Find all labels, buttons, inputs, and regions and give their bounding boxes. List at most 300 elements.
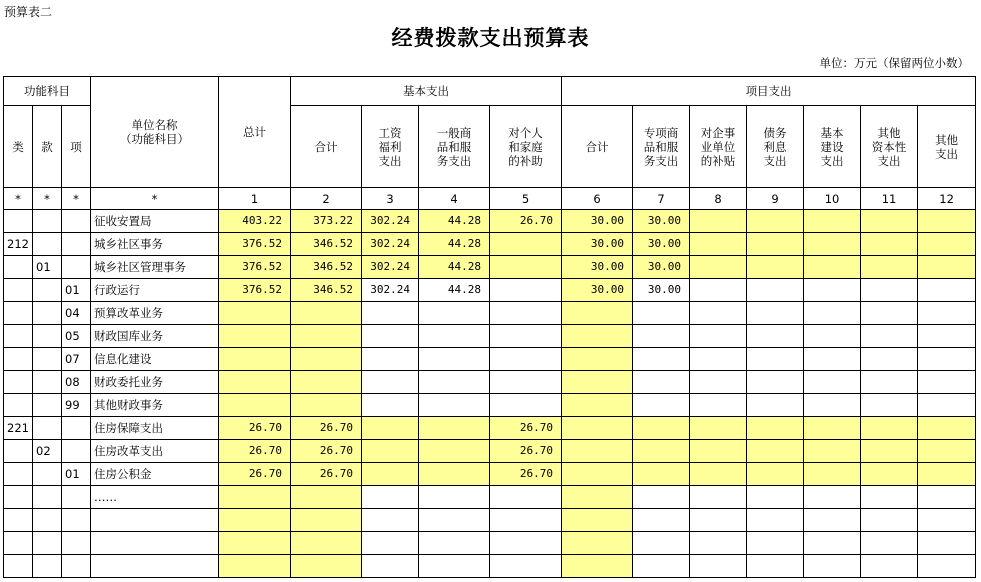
amount-cell bbox=[747, 417, 804, 440]
amount-cell bbox=[861, 532, 918, 555]
amount-cell bbox=[804, 463, 861, 486]
code-xiang: 05 bbox=[62, 325, 91, 348]
amount-cell bbox=[219, 555, 291, 578]
amount-cell bbox=[219, 509, 291, 532]
amount-cell bbox=[747, 394, 804, 417]
amount-cell: 26.70 bbox=[490, 463, 562, 486]
amount-cell bbox=[690, 302, 747, 325]
code-xiang bbox=[62, 417, 91, 440]
header-project-total: 合计 bbox=[562, 106, 633, 188]
amount-cell bbox=[362, 371, 419, 394]
index-cell: 4 bbox=[419, 188, 490, 210]
index-cell: 3 bbox=[362, 188, 419, 210]
amount-cell bbox=[918, 509, 976, 532]
code-lei bbox=[4, 440, 33, 463]
code-xiang: 01 bbox=[62, 463, 91, 486]
amount-cell bbox=[861, 509, 918, 532]
amount-cell bbox=[861, 325, 918, 348]
code-kuan bbox=[33, 486, 62, 509]
header-debt: 债务 利息 支出 bbox=[747, 106, 804, 188]
amount-cell bbox=[690, 555, 747, 578]
table-row bbox=[4, 371, 976, 394]
amount-cell bbox=[747, 486, 804, 509]
header-total: 总计 bbox=[219, 77, 291, 188]
code-xiang bbox=[62, 210, 91, 233]
table-row bbox=[4, 463, 976, 486]
code-kuan bbox=[33, 233, 62, 256]
code-xiang bbox=[62, 555, 91, 578]
code-kuan bbox=[33, 371, 62, 394]
header-goods: 一般商 品和服 务支出 bbox=[419, 106, 490, 188]
amount-cell bbox=[861, 348, 918, 371]
amount-cell bbox=[690, 371, 747, 394]
amount-cell bbox=[804, 279, 861, 302]
amount-cell bbox=[490, 555, 562, 578]
code-lei: 221 bbox=[4, 417, 33, 440]
amount-cell: 30.00 bbox=[633, 210, 690, 233]
table-row bbox=[4, 325, 976, 348]
header-xiang: 项 bbox=[62, 106, 91, 188]
amount-cell bbox=[918, 302, 976, 325]
amount-cell bbox=[804, 555, 861, 578]
amount-cell bbox=[219, 394, 291, 417]
header-lei: 类 bbox=[4, 106, 33, 188]
amount-cell bbox=[690, 256, 747, 279]
amount-cell bbox=[690, 463, 747, 486]
amount-cell bbox=[690, 325, 747, 348]
amount-cell bbox=[861, 555, 918, 578]
subject-name: 征收安置局 bbox=[91, 210, 219, 233]
amount-cell bbox=[804, 440, 861, 463]
amount-cell bbox=[291, 394, 362, 417]
amount-cell bbox=[362, 302, 419, 325]
amount-cell bbox=[562, 394, 633, 417]
amount-cell bbox=[562, 348, 633, 371]
code-xiang: 04 bbox=[62, 302, 91, 325]
amount-cell bbox=[291, 371, 362, 394]
amount-cell: 30.00 bbox=[633, 256, 690, 279]
table-row bbox=[4, 440, 976, 463]
amount-cell: 26.70 bbox=[291, 417, 362, 440]
amount-cell bbox=[747, 279, 804, 302]
amount-cell bbox=[861, 210, 918, 233]
header-unit-name: 单位名称 （功能科目） bbox=[91, 77, 219, 188]
amount-cell bbox=[562, 371, 633, 394]
code-lei bbox=[4, 555, 33, 578]
amount-cell bbox=[490, 325, 562, 348]
code-lei bbox=[4, 509, 33, 532]
table-row bbox=[4, 394, 976, 417]
amount-cell: 44.28 bbox=[419, 210, 490, 233]
table-row bbox=[4, 555, 976, 578]
code-lei: 212 bbox=[4, 233, 33, 256]
index-cell: 2 bbox=[291, 188, 362, 210]
amount-cell bbox=[747, 210, 804, 233]
amount-cell: 44.28 bbox=[419, 279, 490, 302]
code-kuan: 01 bbox=[33, 256, 62, 279]
unit-note: 单位：万元（保留两位小数） bbox=[819, 56, 969, 70]
index-cell: * bbox=[62, 188, 91, 210]
amount-cell bbox=[918, 233, 976, 256]
amount-cell bbox=[633, 417, 690, 440]
amount-cell bbox=[861, 371, 918, 394]
amount-cell bbox=[690, 532, 747, 555]
amount-cell bbox=[219, 302, 291, 325]
index-cell: 9 bbox=[747, 188, 804, 210]
amount-cell bbox=[562, 302, 633, 325]
subject-name: 预算改革业务 bbox=[91, 302, 219, 325]
amount-cell bbox=[861, 302, 918, 325]
amount-cell bbox=[747, 302, 804, 325]
amount-cell bbox=[918, 279, 976, 302]
amount-cell bbox=[490, 302, 562, 325]
table-row bbox=[4, 348, 976, 371]
amount-cell bbox=[219, 325, 291, 348]
table-row bbox=[4, 417, 976, 440]
amount-cell bbox=[291, 348, 362, 371]
amount-cell bbox=[633, 486, 690, 509]
subject-name: 其他财政事务 bbox=[91, 394, 219, 417]
amount-cell: 26.70 bbox=[219, 463, 291, 486]
amount-cell bbox=[633, 555, 690, 578]
index-cell: * bbox=[91, 188, 219, 210]
amount-cell bbox=[861, 463, 918, 486]
code-kuan bbox=[33, 463, 62, 486]
amount-cell: 302.24 bbox=[362, 256, 419, 279]
amount-cell: 346.52 bbox=[291, 233, 362, 256]
amount-cell bbox=[804, 348, 861, 371]
amount-cell bbox=[747, 233, 804, 256]
amount-cell: 30.00 bbox=[633, 279, 690, 302]
amount-cell bbox=[562, 440, 633, 463]
amount-cell bbox=[690, 279, 747, 302]
table-row bbox=[4, 302, 976, 325]
amount-cell bbox=[861, 233, 918, 256]
amount-cell: 30.00 bbox=[562, 210, 633, 233]
amount-cell bbox=[562, 555, 633, 578]
amount-cell bbox=[490, 279, 562, 302]
amount-cell: 302.24 bbox=[362, 233, 419, 256]
amount-cell bbox=[918, 348, 976, 371]
subject-name: 信息化建设 bbox=[91, 348, 219, 371]
amount-cell bbox=[633, 394, 690, 417]
code-kuan bbox=[33, 302, 62, 325]
amount-cell bbox=[490, 256, 562, 279]
amount-cell bbox=[861, 440, 918, 463]
amount-cell bbox=[562, 417, 633, 440]
amount-cell bbox=[633, 463, 690, 486]
page-title: 经费拨款支出预算表 bbox=[391, 25, 590, 50]
amount-cell bbox=[219, 348, 291, 371]
subject-name: 住房保障支出 bbox=[91, 417, 219, 440]
amount-cell bbox=[490, 509, 562, 532]
index-cell: * bbox=[33, 188, 62, 210]
amount-cell bbox=[861, 394, 918, 417]
code-xiang bbox=[62, 532, 91, 555]
subject-name: 住房改革支出 bbox=[91, 440, 219, 463]
code-xiang bbox=[62, 233, 91, 256]
amount-cell bbox=[861, 279, 918, 302]
index-cell: 1 bbox=[219, 188, 291, 210]
amount-cell bbox=[490, 348, 562, 371]
code-xiang bbox=[62, 509, 91, 532]
amount-cell: 44.28 bbox=[419, 233, 490, 256]
amount-cell bbox=[219, 371, 291, 394]
amount-cell bbox=[291, 486, 362, 509]
table-row bbox=[4, 233, 976, 256]
amount-cell bbox=[861, 486, 918, 509]
table-header bbox=[4, 77, 976, 188]
amount-cell bbox=[633, 440, 690, 463]
amount-cell bbox=[690, 440, 747, 463]
table-row bbox=[4, 279, 976, 302]
header-basic: 基本支出 bbox=[291, 77, 562, 106]
amount-cell bbox=[362, 486, 419, 509]
code-xiang: 08 bbox=[62, 371, 91, 394]
amount-cell bbox=[219, 486, 291, 509]
subject-name: 财政国库业务 bbox=[91, 325, 219, 348]
amount-cell bbox=[362, 417, 419, 440]
header-kuan: 款 bbox=[33, 106, 62, 188]
amount-cell bbox=[690, 486, 747, 509]
amount-cell bbox=[747, 256, 804, 279]
amount-cell bbox=[362, 463, 419, 486]
header-personal: 对个人 和家庭 的补助 bbox=[490, 106, 562, 188]
code-lei bbox=[4, 279, 33, 302]
header-wages: 工资 福利 支出 bbox=[362, 106, 419, 188]
amount-cell bbox=[562, 325, 633, 348]
amount-cell bbox=[362, 509, 419, 532]
header-project: 项目支出 bbox=[562, 77, 976, 106]
amount-cell bbox=[562, 509, 633, 532]
amount-cell bbox=[219, 532, 291, 555]
amount-cell bbox=[918, 555, 976, 578]
subject-name bbox=[91, 555, 219, 578]
code-kuan bbox=[33, 532, 62, 555]
amount-cell bbox=[362, 440, 419, 463]
amount-cell bbox=[419, 463, 490, 486]
amount-cell bbox=[562, 463, 633, 486]
amount-cell bbox=[419, 486, 490, 509]
amount-cell bbox=[291, 302, 362, 325]
subject-name: 财政委托业务 bbox=[91, 371, 219, 394]
amount-cell bbox=[490, 486, 562, 509]
amount-cell bbox=[633, 325, 690, 348]
amount-cell bbox=[362, 325, 419, 348]
amount-cell: 26.70 bbox=[490, 417, 562, 440]
amount-cell bbox=[918, 417, 976, 440]
code-kuan bbox=[33, 417, 62, 440]
table-row bbox=[4, 532, 976, 555]
amount-cell bbox=[804, 394, 861, 417]
amount-cell: 26.70 bbox=[219, 417, 291, 440]
amount-cell bbox=[362, 555, 419, 578]
amount-cell bbox=[918, 463, 976, 486]
budget-table bbox=[3, 76, 976, 578]
code-xiang bbox=[62, 440, 91, 463]
table-row bbox=[4, 486, 976, 509]
amount-cell bbox=[804, 256, 861, 279]
amount-cell: 302.24 bbox=[362, 279, 419, 302]
amount-cell: 403.22 bbox=[219, 210, 291, 233]
subject-name: …… bbox=[91, 486, 219, 509]
amount-cell bbox=[291, 509, 362, 532]
amount-cell: 30.00 bbox=[562, 233, 633, 256]
index-cell: 6 bbox=[562, 188, 633, 210]
amount-cell bbox=[690, 233, 747, 256]
amount-cell bbox=[291, 555, 362, 578]
code-kuan bbox=[33, 555, 62, 578]
amount-cell bbox=[918, 210, 976, 233]
amount-cell bbox=[362, 532, 419, 555]
header-func-subject: 功能科目 bbox=[4, 77, 91, 106]
subject-name bbox=[91, 509, 219, 532]
amount-cell: 26.70 bbox=[291, 463, 362, 486]
amount-cell bbox=[690, 509, 747, 532]
amount-cell bbox=[804, 417, 861, 440]
amount-cell bbox=[918, 440, 976, 463]
amount-cell: 30.00 bbox=[562, 279, 633, 302]
code-kuan bbox=[33, 348, 62, 371]
amount-cell bbox=[633, 509, 690, 532]
code-lei bbox=[4, 486, 33, 509]
amount-cell bbox=[804, 509, 861, 532]
code-kuan bbox=[33, 279, 62, 302]
table-row bbox=[4, 210, 976, 233]
header-other-capital: 其他 资本性 支出 bbox=[861, 106, 918, 188]
header-enterprise: 对企事 业单位 的补贴 bbox=[690, 106, 747, 188]
subject-name: 城乡社区事务 bbox=[91, 233, 219, 256]
amount-cell: 26.70 bbox=[490, 440, 562, 463]
code-lei bbox=[4, 256, 33, 279]
amount-cell bbox=[747, 440, 804, 463]
amount-cell: 30.00 bbox=[562, 256, 633, 279]
code-xiang bbox=[62, 256, 91, 279]
code-lei bbox=[4, 325, 33, 348]
amount-cell bbox=[918, 486, 976, 509]
code-xiang bbox=[62, 486, 91, 509]
amount-cell bbox=[804, 233, 861, 256]
index-cell: 12 bbox=[918, 188, 976, 210]
amount-cell bbox=[747, 348, 804, 371]
header-other: 其他 支出 bbox=[918, 106, 976, 188]
amount-cell: 346.52 bbox=[291, 256, 362, 279]
amount-cell bbox=[633, 348, 690, 371]
amount-cell bbox=[918, 256, 976, 279]
header-basic-total: 合计 bbox=[291, 106, 362, 188]
index-row bbox=[4, 188, 976, 210]
header-construction: 基本 建设 支出 bbox=[804, 106, 861, 188]
amount-cell: 373.22 bbox=[291, 210, 362, 233]
amount-cell bbox=[419, 509, 490, 532]
amount-cell bbox=[419, 532, 490, 555]
code-xiang: 01 bbox=[62, 279, 91, 302]
amount-cell bbox=[861, 417, 918, 440]
amount-cell bbox=[419, 325, 490, 348]
amount-cell bbox=[690, 210, 747, 233]
amount-cell bbox=[918, 394, 976, 417]
amount-cell bbox=[918, 371, 976, 394]
amount-cell bbox=[747, 371, 804, 394]
index-cell: 7 bbox=[633, 188, 690, 210]
index-cell: * bbox=[4, 188, 33, 210]
amount-cell bbox=[804, 302, 861, 325]
code-lei bbox=[4, 463, 33, 486]
amount-cell bbox=[804, 486, 861, 509]
amount-cell bbox=[804, 325, 861, 348]
amount-cell bbox=[690, 394, 747, 417]
subject-name bbox=[91, 532, 219, 555]
table-body bbox=[4, 188, 976, 578]
amount-cell bbox=[362, 348, 419, 371]
amount-cell bbox=[747, 532, 804, 555]
amount-cell bbox=[490, 532, 562, 555]
amount-cell bbox=[747, 555, 804, 578]
amount-cell bbox=[362, 394, 419, 417]
amount-cell bbox=[562, 486, 633, 509]
amount-cell: 376.52 bbox=[219, 279, 291, 302]
amount-cell: 26.70 bbox=[219, 440, 291, 463]
amount-cell bbox=[633, 371, 690, 394]
amount-cell bbox=[490, 394, 562, 417]
code-kuan bbox=[33, 394, 62, 417]
amount-cell bbox=[690, 417, 747, 440]
code-xiang: 99 bbox=[62, 394, 91, 417]
amount-cell bbox=[918, 532, 976, 555]
amount-cell: 30.00 bbox=[633, 233, 690, 256]
code-lei bbox=[4, 371, 33, 394]
amount-cell bbox=[419, 371, 490, 394]
subject-name: 城乡社区管理事务 bbox=[91, 256, 219, 279]
index-cell: 8 bbox=[690, 188, 747, 210]
amount-cell bbox=[419, 440, 490, 463]
table-row bbox=[4, 509, 976, 532]
amount-cell: 44.28 bbox=[419, 256, 490, 279]
amount-cell bbox=[419, 348, 490, 371]
amount-cell bbox=[918, 325, 976, 348]
amount-cell bbox=[861, 256, 918, 279]
amount-cell bbox=[419, 302, 490, 325]
code-kuan bbox=[33, 210, 62, 233]
code-kuan bbox=[33, 325, 62, 348]
header-special: 专项商 品和服 务支出 bbox=[633, 106, 690, 188]
code-kuan: 02 bbox=[33, 440, 62, 463]
subject-name: 住房公积金 bbox=[91, 463, 219, 486]
amount-cell bbox=[804, 210, 861, 233]
amount-cell: 346.52 bbox=[291, 279, 362, 302]
amount-cell bbox=[804, 371, 861, 394]
index-cell: 5 bbox=[490, 188, 562, 210]
amount-cell: 376.52 bbox=[219, 233, 291, 256]
amount-cell bbox=[419, 417, 490, 440]
code-lei bbox=[4, 302, 33, 325]
amount-cell: 26.70 bbox=[490, 210, 562, 233]
amount-cell bbox=[419, 394, 490, 417]
amount-cell bbox=[562, 532, 633, 555]
index-cell: 11 bbox=[861, 188, 918, 210]
form-label: 预算表二 bbox=[4, 5, 53, 19]
amount-cell bbox=[747, 509, 804, 532]
code-lei bbox=[4, 394, 33, 417]
subject-name: 行政运行 bbox=[91, 279, 219, 302]
code-kuan bbox=[33, 509, 62, 532]
amount-cell bbox=[690, 348, 747, 371]
amount-cell bbox=[633, 302, 690, 325]
amount-cell: 26.70 bbox=[291, 440, 362, 463]
code-lei bbox=[4, 532, 33, 555]
amount-cell bbox=[747, 463, 804, 486]
amount-cell bbox=[291, 532, 362, 555]
